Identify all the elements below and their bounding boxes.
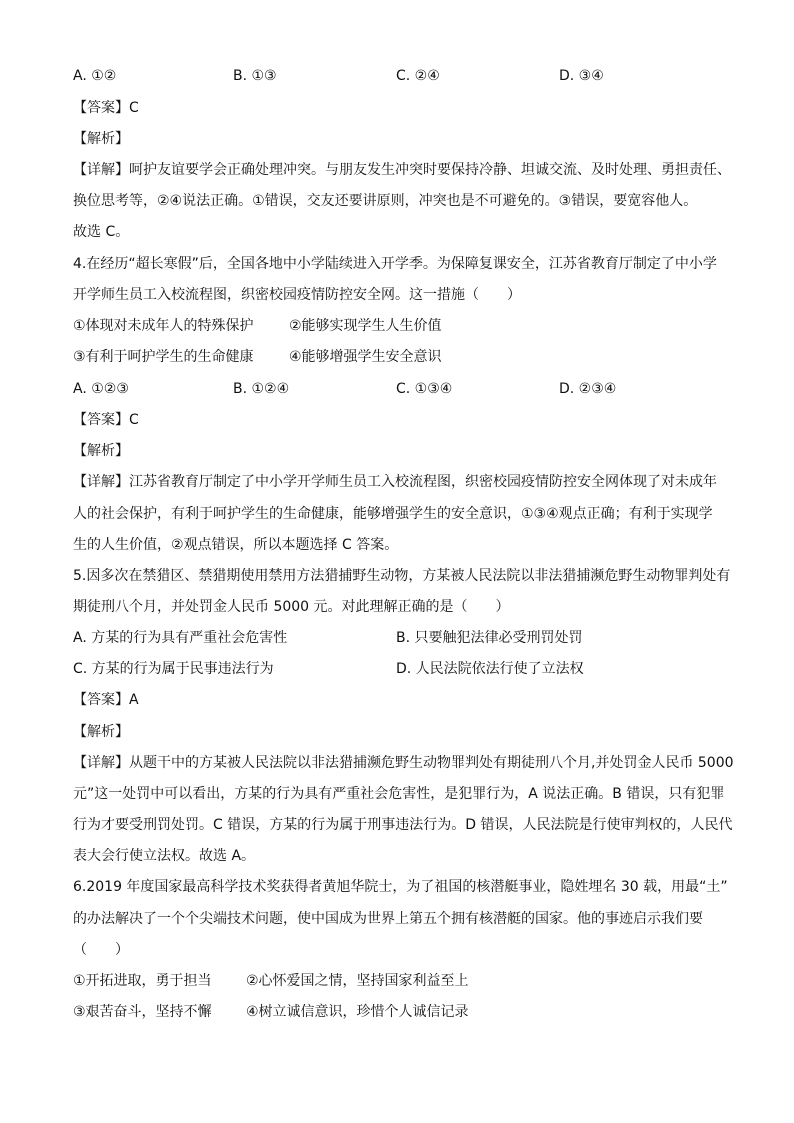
q4-option-a: A. ①②③ [73,381,129,397]
q5-option-c: C. 方某的行为属于民事违法行为 [73,661,274,677]
q4-statement-2: ②能够实现学生人生价值 [289,318,442,334]
q6-statement-2: ②心怀爱国之情，坚持国家利益至上 [246,973,469,989]
q4-option-d: D. ②③④ [559,381,617,397]
q6-statement-1: ①开拓进取，勇于担当 [73,973,212,989]
q4-option-b: B. ①②④ [233,381,290,397]
q4-option-c: C. ①③④ [396,381,453,397]
q5-option-d: D. 人民法院依法行使了立法权 [396,661,584,677]
q4-statement-1: ①体现对未成年人的特殊保护 [73,318,254,334]
q3-option-c: C. ②④ [396,68,440,84]
q6-stem-line: 6.2019 年度国家最高科学技术奖获得者黄旭华院士，为了祖国的核潜艇事业，隐姓埋名 30 载，用最“土” [73,879,728,895]
q4-statement-3: ③有利于呵护学生的生命健康 [73,349,254,365]
q5-stem-line: 5.因多次在禁猎区、禁猎期使用禁用方法猎捕野生动物，方某被人民法院以非法猎捕濒危野生动物罪判处有 [73,568,731,584]
q3-option-d: D. ③④ [559,68,604,84]
q4-statement-4: ④能够增强学生安全意识 [289,349,442,365]
q6-statement-3: ③艰苦奋斗，坚持不懈 [73,1004,212,1020]
q5-analysis-heading: 【解析】 [73,724,129,740]
q4-stem-line: 4.在经历“超长寒假”后，全国各地中小学陆续进入开学季。为保障复课安全，江苏省教育厅制定了中小学 [73,256,717,272]
q3-detail-line: 故选 C。 [73,224,130,240]
q3-answer: 【答案】C [73,100,139,116]
q5-stem-line: 期徒刑八个月，并处罚金人民币 5000 元。对此理解正确的是（ ） [73,599,510,615]
q3-detail-line: 【详解】呵护友谊要学会正确处理冲突。与朋友发生冲突时要保持冷静、坦诚交流、及时处理、勇担责任、 [73,162,731,178]
q5-option-b: B. 只要触犯法律必受刑罚处罚 [396,630,583,646]
q5-answer: 【答案】A [73,692,139,708]
q4-answer: 【答案】C [73,412,139,428]
q5-option-a: A. 方某的行为具有严重社会危害性 [73,630,288,646]
q5-detail-line: 【详解】从题干中的方某被人民法院以非法猎捕濒危野生动物罪判处有期徒刑八个月,并处罚金人民币 5000 [73,755,734,771]
q3-detail-line: 换位思考等，②④说法正确。①错误，交友还要讲原则，冲突也是不可避免的。③错误，要宽容他人。 [73,193,698,209]
q6-statement-4: ④树立诚信意识，珍惜个人诚信记录 [246,1004,469,1020]
q4-stem-line: 开学师生员工入校流程图，织密校园疫情防控安全网。这一措施（ ） [73,287,521,303]
q5-detail-line: 行为才要受刑罚处罚。C 错误，方某的行为属于刑事违法行为。D 错误，人民法院是行使审判权的，人民代 [73,817,733,833]
q4-detail-line: 【详解】江苏省教育厅制定了中小学开学师生员工入校流程图，织密校园疫情防控安全网体现了对未成年 [73,474,717,490]
q6-stem-line: （ ） [73,942,129,958]
q3-option-b: B. ①③ [233,68,277,84]
q4-detail-line: 人的社会保护，有利于呵护学生的生命健康，能够增强学生的安全意识，①③④观点正确；有利于实现学 [73,506,713,522]
q3-analysis-heading: 【解析】 [73,131,129,147]
q3-option-a: A. ①② [73,68,117,84]
q4-detail-line: 生的人生价值，②观点错误，所以本题选择 C 答案。 [73,537,399,553]
q5-detail-line: 元”这一处罚中可以看出，方某的行为具有严重社会危害性，是犯罪行为，A 说法正确。B 错误，只有犯罪 [73,786,725,802]
q5-detail-line: 表大会行使立法权。故选 A。 [73,848,256,864]
q6-stem-line: 的办法解决了一个个尖端技术问题，使中国成为世界上第五个拥有核潜艇的国家。他的事迹启示我们要 [73,911,703,927]
q4-analysis-heading: 【解析】 [73,443,129,459]
